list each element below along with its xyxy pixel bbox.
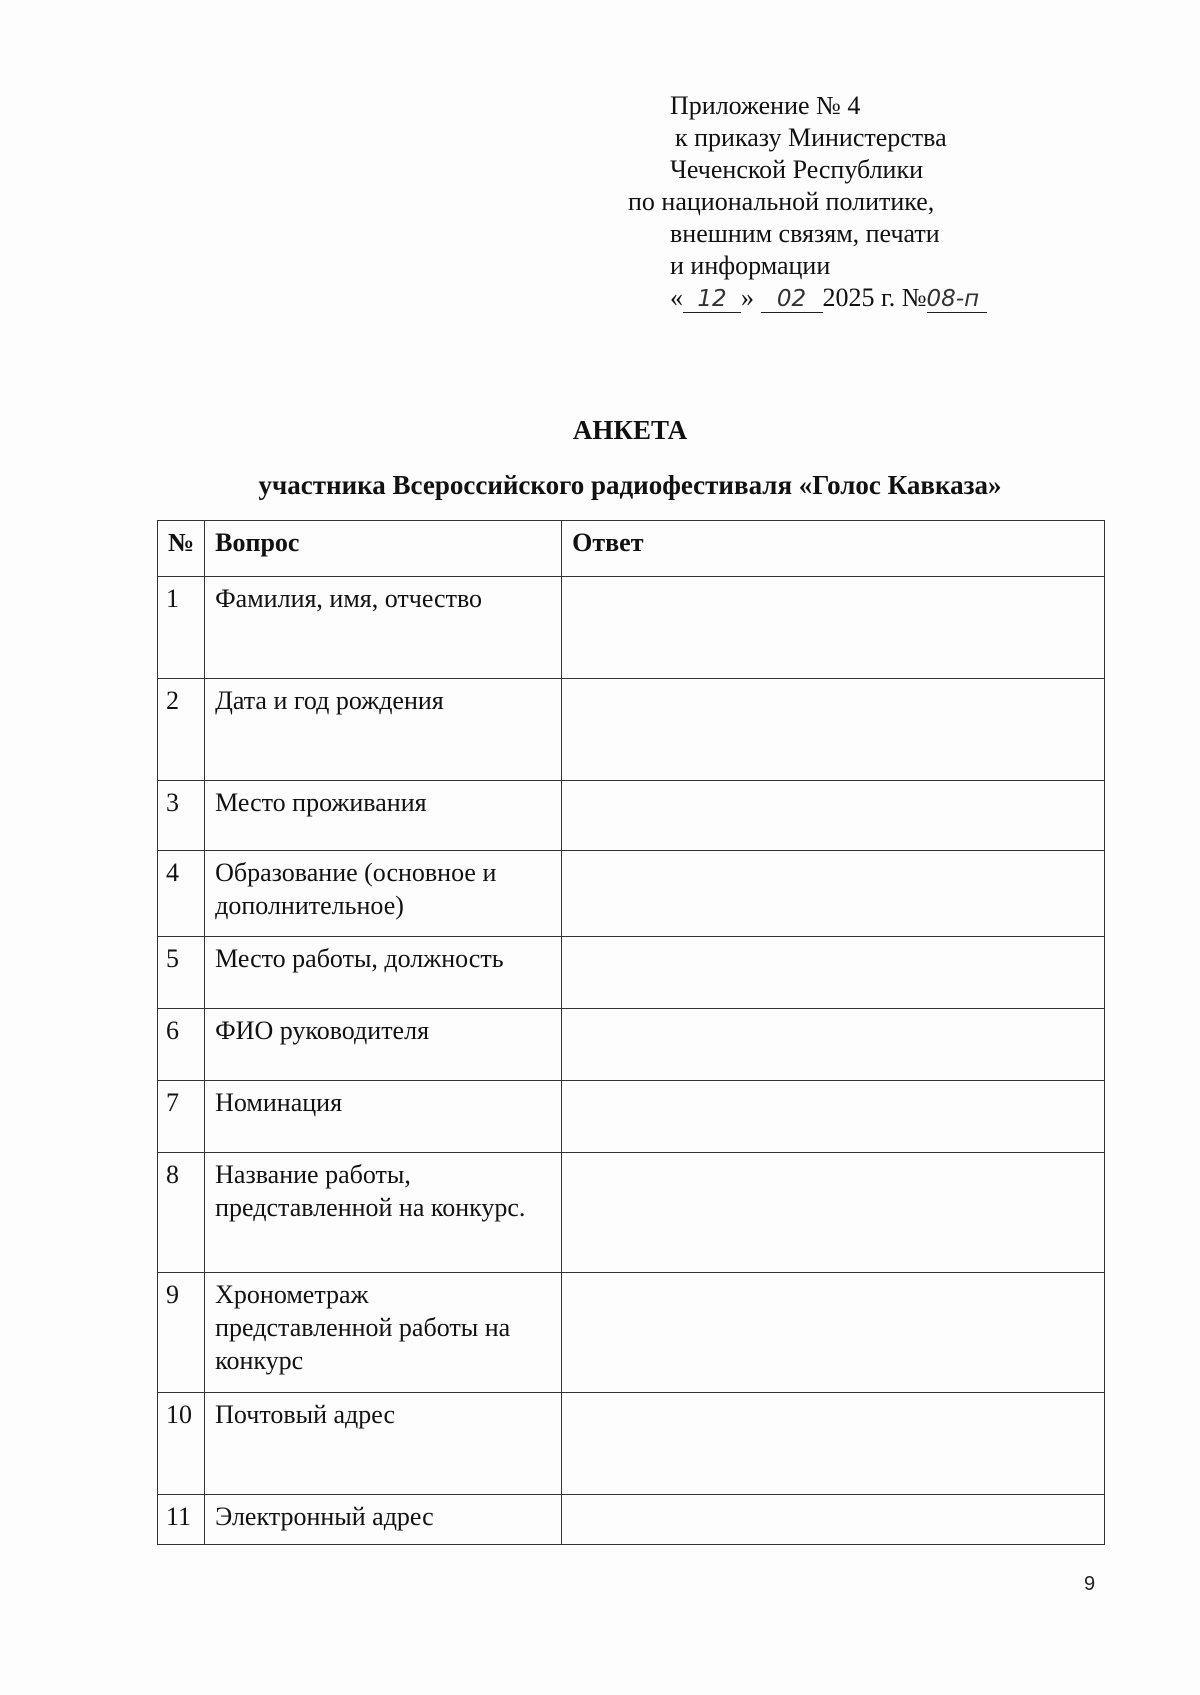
handwritten-month: 02 [761, 286, 823, 313]
row-num: 8 [158, 1153, 205, 1273]
row-num: 10 [158, 1393, 205, 1495]
row-num: 2 [158, 679, 205, 781]
row-question: Фамилия, имя, отчество [205, 577, 562, 679]
row-answer-field[interactable] [562, 1495, 1105, 1545]
row-answer-field[interactable] [562, 851, 1105, 937]
page-number: 9 [1084, 1573, 1096, 1595]
row-num: 3 [158, 781, 205, 851]
ministry-policy: по национальной политике, [628, 187, 935, 216]
row-answer-field[interactable] [562, 679, 1105, 781]
row-num: 1 [158, 577, 205, 679]
row-answer-field[interactable] [562, 1081, 1105, 1153]
row-question: Образование (основное и дополнительное) [205, 851, 562, 937]
ministry-relations: внешним связям, печати [670, 219, 940, 248]
row-question: Место работы, должность [205, 937, 562, 1009]
table-row [158, 781, 1105, 851]
row-answer-field[interactable] [562, 577, 1105, 679]
row-question: Хронометраж представленной работы на конкурс [205, 1273, 562, 1393]
row-question: Место проживания [205, 781, 562, 851]
form-subtitle: участника Всероссийского радиофестиваля «Голос Кавказа» [258, 470, 1002, 500]
table-row [158, 1393, 1105, 1495]
ministry-republic: Чеченской Республики [670, 155, 924, 184]
order-date-line [670, 282, 987, 314]
row-question: Номинация [205, 1081, 562, 1153]
table-row [158, 679, 1105, 781]
table-row [158, 851, 1105, 937]
table-row [158, 1495, 1105, 1545]
order-reference: к приказу Министерства [675, 123, 947, 152]
row-answer-field[interactable] [562, 1273, 1105, 1393]
row-answer-field[interactable] [562, 937, 1105, 1009]
row-num: 11 [158, 1495, 205, 1545]
appendix-header [628, 90, 987, 314]
header-num: № [158, 521, 205, 577]
row-answer-field[interactable] [562, 1393, 1105, 1495]
table-row [158, 577, 1105, 679]
quote-open: « [670, 283, 683, 312]
order-year-label: 2025 г. № [822, 283, 927, 312]
row-answer-field[interactable] [562, 781, 1105, 851]
header-question: Вопрос [205, 521, 562, 577]
table-row [158, 937, 1105, 1009]
table-header-row [158, 521, 1105, 577]
row-num: 5 [158, 937, 205, 1009]
row-num: 7 [158, 1081, 205, 1153]
row-num: 9 [158, 1273, 205, 1393]
handwritten-order-number: 08-п [927, 286, 987, 313]
row-question: ФИО руководителя [205, 1009, 562, 1081]
row-question: Электронный адрес [205, 1495, 562, 1545]
row-question: Почтовый адрес [205, 1393, 562, 1495]
form-title: АНКЕТА [572, 415, 688, 445]
table-row [158, 1081, 1105, 1153]
row-num: 4 [158, 851, 205, 937]
table-row [158, 1153, 1105, 1273]
appendix-number: Приложение № 4 [670, 91, 861, 120]
quote-close: » [741, 283, 754, 312]
ministry-information: и информации [670, 251, 831, 280]
row-answer-field[interactable] [562, 1009, 1105, 1081]
row-answer-field[interactable] [562, 1153, 1105, 1273]
table-row [158, 1273, 1105, 1393]
header-answer: Ответ [562, 521, 1105, 577]
row-question: Дата и год рождения [205, 679, 562, 781]
row-question: Название работы, представленной на конкурс. [205, 1153, 562, 1273]
questionnaire-table [157, 520, 1105, 1545]
table-row [158, 1009, 1105, 1081]
row-num: 6 [158, 1009, 205, 1081]
handwritten-day: 12 [683, 286, 741, 313]
